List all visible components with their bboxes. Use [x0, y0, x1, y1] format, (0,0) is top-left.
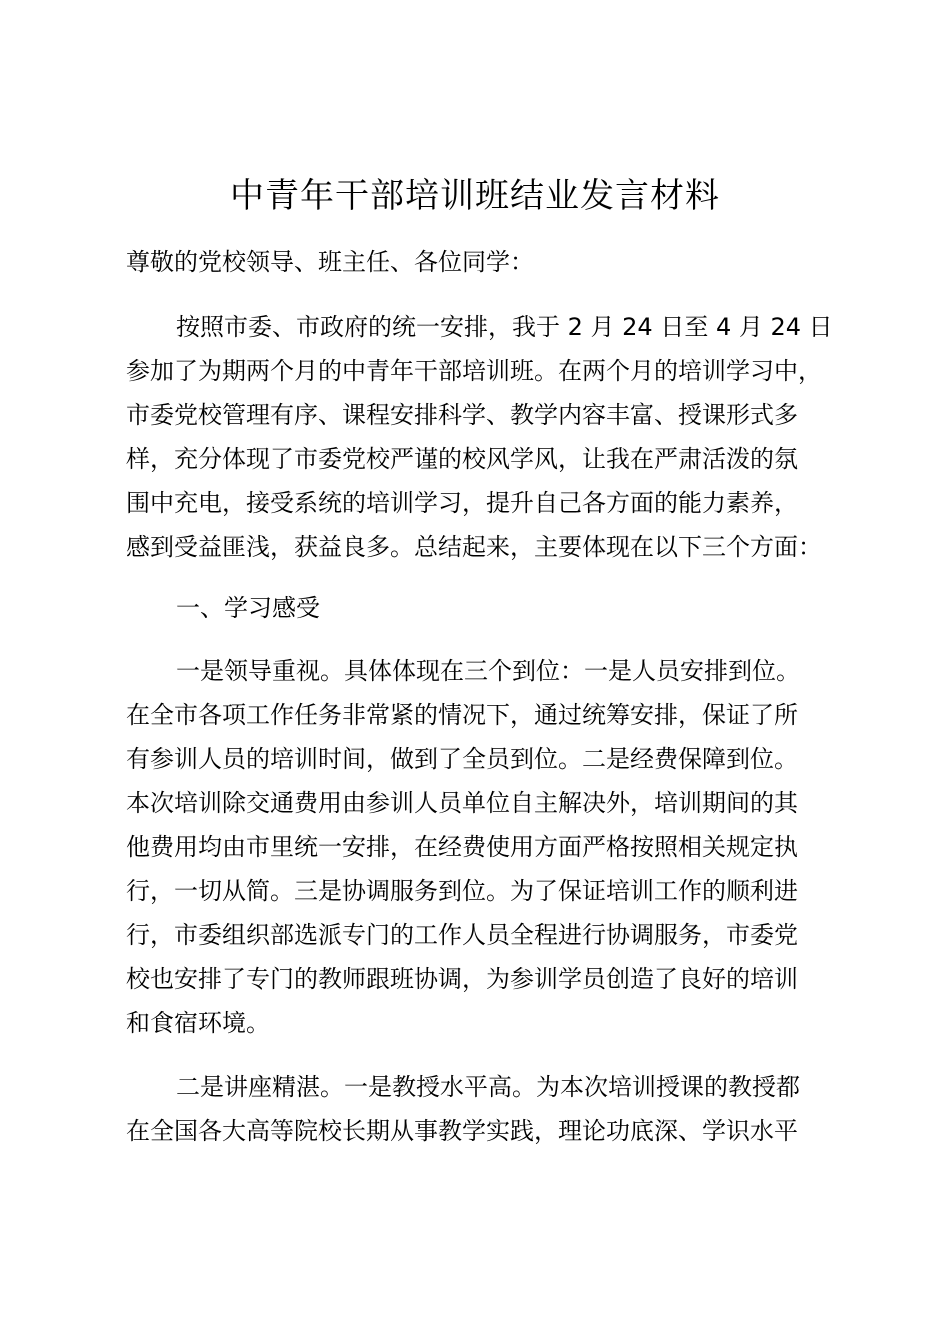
- salutation: 尊敬的党校领导、班主任、各位同学：: [126, 248, 534, 276]
- text-line: 围中充电，接受系统的培训学习，提升自己各方面的能力素养，: [126, 489, 798, 517]
- text-line: 市委党校管理有序、课程安排科学、教学内容丰富、授课形式多: [126, 401, 798, 429]
- text-line: 感到受益匪浅，获益良多。总结起来，主要体现在以下三个方面：: [126, 533, 822, 561]
- text-line: 和食宿环境。: [126, 1009, 270, 1037]
- text-line: 样，充分体现了市委党校严谨的校风学风，让我在严肃活泼的氛: [126, 445, 798, 473]
- text-line: 他费用均由市里统一安排，在经费使用方面严格按照相关规定执: [126, 833, 798, 861]
- text-line: 在全国各大高等院校长期从事教学实践，理论功底深、学识水平: [126, 1117, 798, 1145]
- text-line: 有参训人员的培训时间，做到了全员到位。二是经费保障到位。: [126, 745, 798, 773]
- document-title: 中青年干部培训班结业发言材料: [230, 176, 720, 216]
- text-line: 按照市委、市政府的统一安排，我于 2 月 24 日至 4 月 24 日: [176, 313, 833, 341]
- text-line: 校也安排了专门的教师跟班协调，为参训学员创造了良好的培训: [126, 965, 798, 993]
- paragraph-lectures: [126, 1065, 846, 1153]
- paragraph-leadership: [126, 649, 846, 1045]
- text-line: 二是讲座精湛。一是教授水平高。为本次培训授课的教授都: [176, 1073, 800, 1101]
- text-line: 参加了为期两个月的中青年干部培训班。在两个月的培训学习中，: [126, 357, 822, 385]
- section-heading: 一、学习感受: [176, 594, 320, 622]
- text-line: 一是领导重视。具体体现在三个到位：一是人员安排到位。: [176, 657, 800, 685]
- text-line: 行，市委组织部选派专门的工作人员全程进行协调服务，市委党: [126, 921, 798, 949]
- text-line: 在全市各项工作任务非常紧的情况下，通过统筹安排，保证了所: [126, 701, 798, 729]
- text-line: 本次培训除交通费用由参训人员单位自主解决外，培训期间的其: [126, 789, 798, 817]
- paragraph-intro: [126, 305, 846, 569]
- text-line: 行，一切从简。三是协调服务到位。为了保证培训工作的顺利进: [126, 877, 798, 905]
